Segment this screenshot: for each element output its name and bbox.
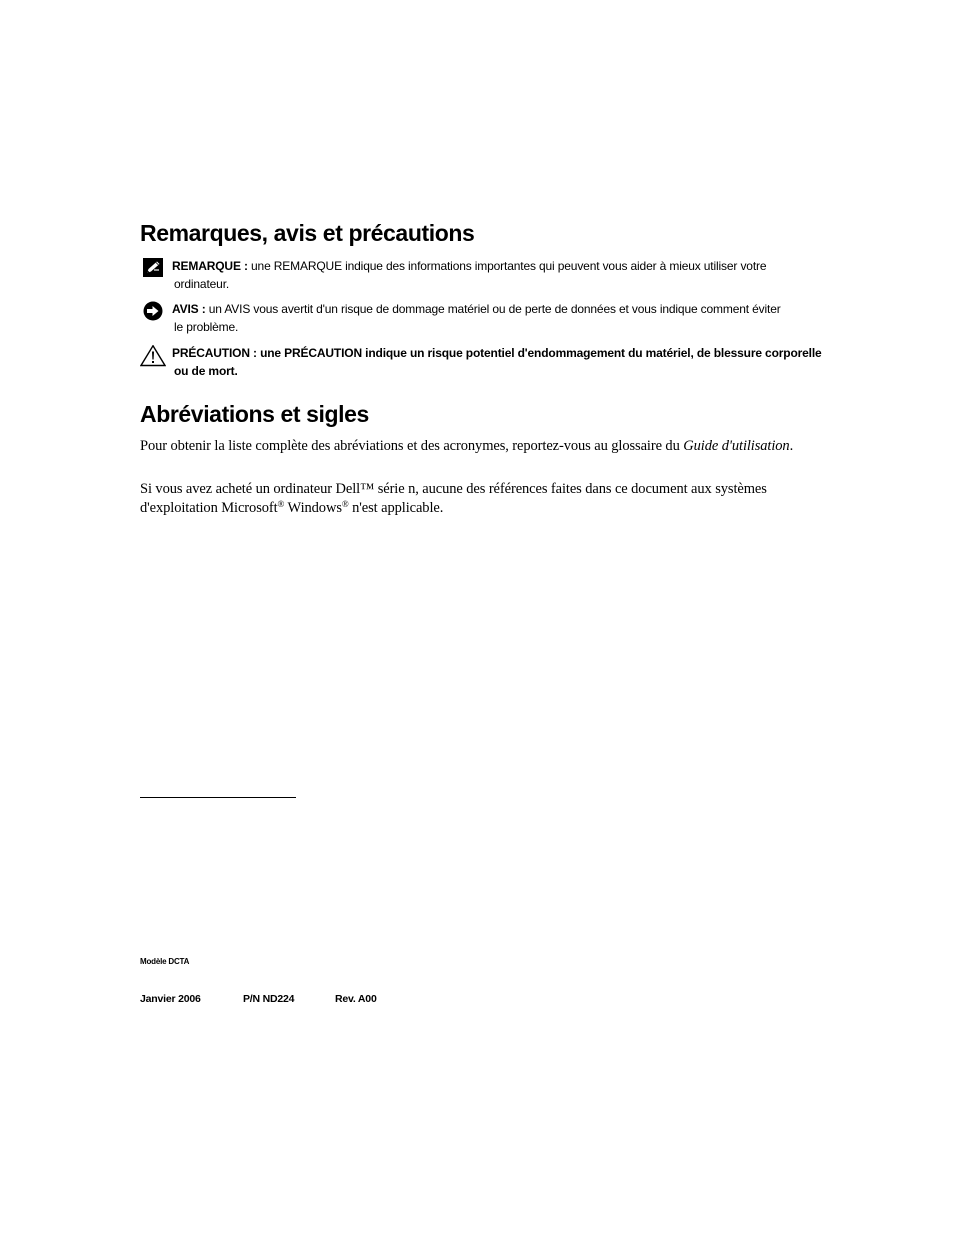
paragraph-n-series-text3: n'est applicable. [348,499,444,516]
release-date: Janvier 2006 [140,993,201,1005]
notice-avis-text [172,301,840,336]
part-number: P/N ND224 [243,993,295,1005]
paragraph-glossary-text: Pour obtenir la liste complète des abréviations et des acronymes, reportez-vous au glossaire du [140,438,684,454]
model-label: Modèle DCTA [140,957,190,966]
notice-precaution-text [172,345,840,380]
notice-remarque-label: REMARQUE : [172,259,248,273]
registered-mark-1: ® [277,498,285,509]
notice-precaution [140,345,840,380]
paragraph-n-series-text1: Si vous avez acheté un ordinateur Dell™ série n, aucune des références faites dans ce document aux systèmes d'exploitation Microsoft [140,481,767,516]
footnote-divider [140,797,296,798]
notice-precaution-label: PRÉCAUTION : [172,346,257,360]
notice-avis-line1: un AVIS vous avertit d'un risque de dommage matériel ou de perte de données et vous indique comment éviter [208,302,781,316]
registered-mark-2: ® [341,498,349,509]
pencil-note-icon [140,258,166,280]
notice-avis [140,301,840,336]
notice-avis-label: AVIS : [172,302,206,316]
notice-remarque-line1: une REMARQUE indique des informations importantes qui peuvent vous aider à mieux utiliser votre [251,259,767,273]
notice-precaution-line1: une PRÉCAUTION indique un risque potentiel d'endommagement du matériel, de blessure corporelle [260,346,822,360]
section-title-notes: Remarques, avis et précautions [140,220,475,246]
paragraph-n-series-text2: Windows [284,499,342,516]
paragraph-glossary-end: . [789,438,794,454]
guide-title: Guide d'utilisation [683,438,790,454]
paragraph-n-series [140,480,840,517]
notice-remarque-text [172,258,840,293]
section-title-abbreviations: Abréviations et sigles [140,401,369,427]
revision: Rev. A00 [335,993,377,1005]
paragraph-glossary [140,437,840,456]
notice-remarque [140,258,840,293]
notice-avis-line2: le problème. [174,319,239,334]
notice-remarque-line2: ordinateur. [174,276,230,291]
notice-arrow-icon [140,301,166,323]
notice-precaution-line2: ou de mort. [174,363,238,378]
warning-triangle-icon [140,345,166,367]
